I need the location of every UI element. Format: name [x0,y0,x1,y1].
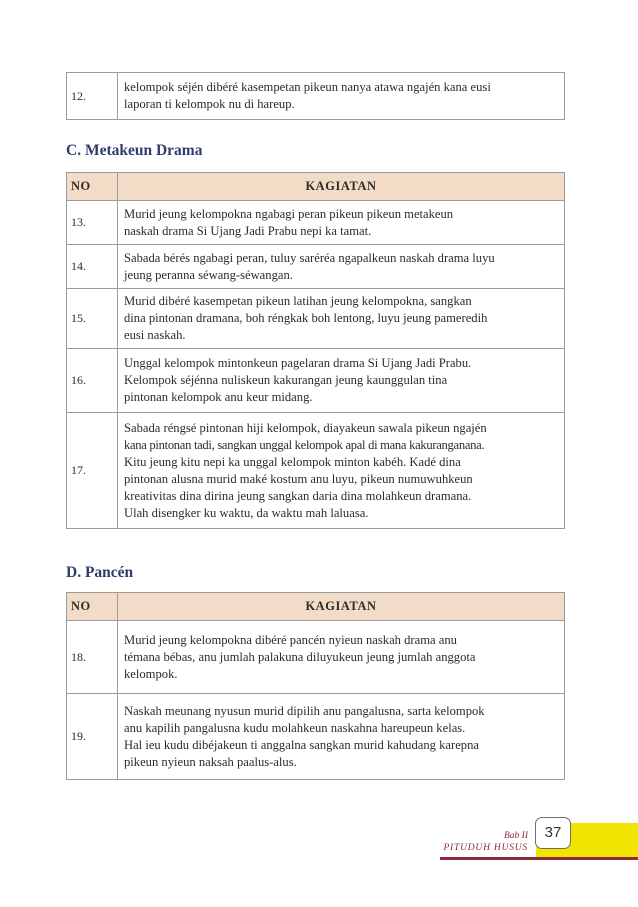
row-line: naskah drama Si Ujang Jadi Prabu nepi ka tamat. [124,223,372,238]
section-heading-d: D. Pancén [66,564,134,581]
section-heading-c: C. Metakeun Drama [66,142,203,159]
row-activity [118,73,565,120]
row-line: Sabada bérés ngabagi peran, tuluy saréréa ngapalkeun naskah drama luyu [124,250,495,265]
table-row [67,245,565,289]
row-line: Murid jeung kelompokna dibéré pancén nyieun naskah drama anu [124,632,457,647]
row-number: 12. [67,73,118,120]
column-header-no: NO [67,173,118,201]
row-line: Naskah meunang nyusun murid dipilih anu pangalusna, sarta kelompok [124,703,485,718]
footer-chapter [443,830,528,854]
row-line: Hal ieu kudu dibéjakeun ti anggalna sangkan murid kahudang karepna [124,737,479,752]
row-activity [118,694,565,780]
table-metakeun-drama [66,172,565,529]
chapter-label: Bab II [503,831,528,841]
row-number: 13. [67,201,118,245]
row-activity [118,349,565,413]
row-line: témana bébas, anu jumlah palakuna diluyukeun jeung jumlah anggota [124,649,476,664]
row-activity [118,201,565,245]
row-line: eusi naskah. [124,328,186,342]
row-line: Sabada réngsé pintonan hiji kelompok, diayakeun sawala pikeun ngajén [124,420,487,435]
table-row [67,73,565,120]
row-line: kreativitas dina dirina jeung sangkan daria dina molahkeun dramana. [124,488,472,503]
row-line: kelompok. [124,666,178,681]
row-line: jeung peranna séwang-séwangan. [124,267,293,282]
table-header-row [67,173,565,201]
table-row [67,694,565,780]
column-header-activity: KAGIATAN [118,173,565,201]
row-line: pikeun nyieun naksah paalus-alus. [124,754,297,769]
row-number: 17. [67,413,118,529]
row-number: 15. [67,289,118,349]
table-header-row [67,593,565,621]
row-line: pintonan alusna murid maké kostum anu luyu, pikeun numuwuhkeun [124,471,473,486]
row-line: laporan ti kelompok nu di hareup. [124,97,295,111]
row-activity [118,289,565,349]
row-line: Kitu jeung kitu nepi ka unggal kelompok minton kabéh. Kadé dina [124,454,461,469]
row-line: Murid jeung kelompokna ngabagi peran pikeun pikeun metakeun [124,206,454,221]
row-line: Murid dibéré kasempetan pikeun latihan jeung kelompokna, sangkan [124,294,472,308]
table-pancen [66,592,565,780]
column-header-no: NO [67,593,118,621]
row-line: dina pintonan dramana, boh réngkak boh lentong, luyu jeung pameredih [124,311,488,325]
row-number: 14. [67,245,118,289]
row-number: 18. [67,621,118,694]
table-continued [66,72,565,120]
column-header-activity: KAGIATAN [118,593,565,621]
footer-divider [440,857,638,860]
row-number: 16. [67,349,118,413]
row-activity [118,413,565,529]
row-activity [118,621,565,694]
table-row [67,413,565,529]
row-line: anu kapilih pangalusna kudu molahkeun naskahna hareupeun kelas. [124,720,466,735]
row-line: pintonan kelompok anu keur midang. [124,390,313,404]
row-activity [118,245,565,289]
row-line: kelompok séjén dibéré kasempetan pikeun nanya atawa ngajén kana eusi [124,80,491,94]
table-row [67,621,565,694]
row-number: 19. [67,694,118,780]
table-row [67,289,565,349]
row-line: kana pintonan tadi, sangkan unggal kelompok apal di mana kakuranganana. [124,437,485,452]
row-line: Unggal kelompok mintonkeun pagelaran drama Si Ujang Jadi Prabu. [124,356,472,370]
table-row [67,201,565,245]
chapter-title: PITUDUH HUSUS [443,843,528,853]
row-line: Kelompok séjénna nuliskeun kakurangan jeung kaunggulan tina [124,373,448,387]
row-line: Ulah disengker ku waktu, da waktu mah laluasa. [124,505,369,520]
table-row [67,349,565,413]
page-number: 37 [535,817,571,849]
